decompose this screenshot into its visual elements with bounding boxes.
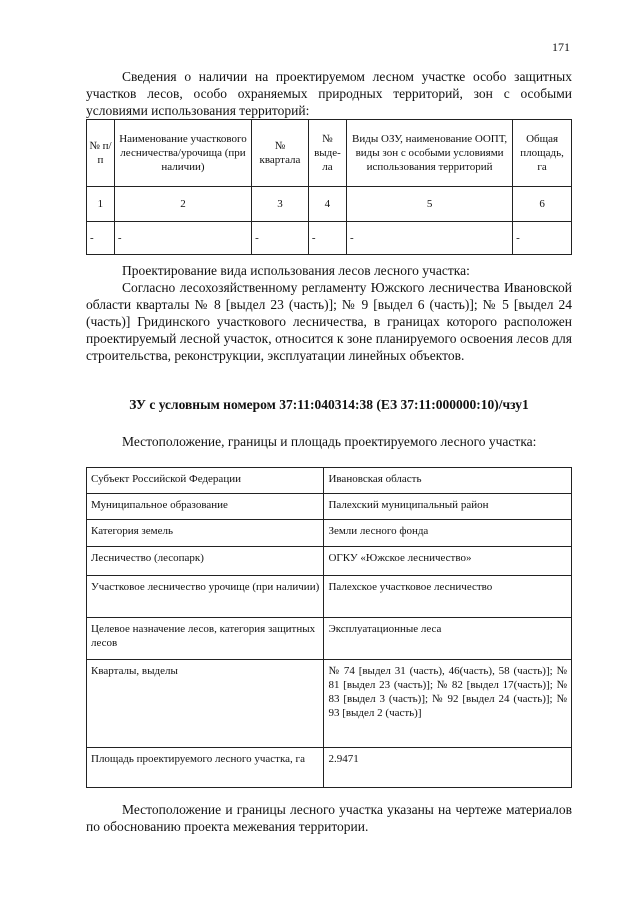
- header-cell-area: Общая площадь, га: [513, 120, 572, 187]
- row-label: Субъект Российской Федерации: [87, 468, 324, 494]
- row-value: № 74 [выдел 31 (часть), 46(часть), 58 (часть)]; № 81 [выдел 23 (часть)]; № 82 [выдел 17(часть)]; № 83 [выдел 3 (часть)]; № 92 [выдел 24 (часть)]; № 93 [выдел 2 (часть)]: [324, 660, 572, 748]
- header-cell-number: № п/п: [87, 120, 115, 187]
- row-label: Участковое лесничество урочище (при наличии): [87, 576, 324, 618]
- header-cell-quarter: № квартала: [252, 120, 309, 187]
- table-cell: -: [87, 222, 115, 255]
- table-row: [87, 547, 572, 576]
- table-row: [87, 468, 572, 494]
- row-label: Целевое назначение лесов, категория защитных лесов: [87, 618, 324, 660]
- row-value: Палехское участковое лесничество: [324, 576, 572, 618]
- intro-paragraph: Сведения о наличии на проектируемом лесном участке особо защитных участков лесов, особо охраняемых природных территорий, зон с особыми условиями использования территорий:: [86, 69, 572, 118]
- row-value: Земли лесного фонда: [324, 520, 572, 547]
- column-number: 1: [87, 187, 115, 222]
- design-heading: Проектирование вида использования лесов лесного участка:: [122, 263, 470, 278]
- row-label: Категория земель: [87, 520, 324, 547]
- footer-paragraph: Местоположение и границы лесного участка указаны на чертеже материалов по обоснованию проекта межевания территории.: [86, 802, 572, 834]
- land-plot-table: [86, 467, 572, 788]
- row-label: Кварталы, выделы: [87, 660, 324, 748]
- column-number: 2: [114, 187, 251, 222]
- row-value: Палехский муниципальный район: [324, 494, 572, 520]
- table-cell: -: [308, 222, 346, 255]
- table-header-row: [87, 120, 572, 187]
- row-value: 2.9471: [324, 748, 572, 788]
- column-number: 4: [308, 187, 346, 222]
- header-cell-zone-types: Виды ОЗУ, наименование ООПТ, виды зон с особыми условиями использования территорий: [347, 120, 513, 187]
- row-label: Лесничество (лесопарк): [87, 547, 324, 576]
- page-number: 171: [552, 40, 570, 54]
- protected-areas-table: [86, 119, 572, 255]
- table-row: [87, 660, 572, 748]
- row-label: Площадь проектируемого лесного участка, га: [87, 748, 324, 788]
- column-number: 5: [347, 187, 513, 222]
- column-number: 6: [513, 187, 572, 222]
- header-cell-forestry: Наименование участкового лесничества/урочища (при наличии): [114, 120, 251, 187]
- row-value: Эксплуатационные леса: [324, 618, 572, 660]
- design-paragraph: Согласно лесохозяйственному регламенту Южского лесничества Ивановской области кварталы № 8 [выдел 23 (часть)]; № 9 [выдел 6 (часть)]; № 5 [выдел 24 (часть)] Гридинского участкового лесничества, в границах которого расположен проектируемый лесной участок, относится к зоне планируемого освоения лесов для строительства, реконструкции, эксплуатации линейных объектов.: [86, 280, 572, 363]
- row-value: ОГКУ «Южское лесничество»: [324, 547, 572, 576]
- column-number: 3: [252, 187, 309, 222]
- table-row: [87, 576, 572, 618]
- table-cell: -: [252, 222, 309, 255]
- table-cell: -: [347, 222, 513, 255]
- table-cell: -: [114, 222, 251, 255]
- table-column-numbers-row: [87, 187, 572, 222]
- header-cell-allotment: № выде-ла: [308, 120, 346, 187]
- table-row: [87, 520, 572, 547]
- table-row: [87, 222, 572, 255]
- land-plot-heading: ЗУ с условным номером 37:11:040314:38 (ЕЗ 37:11:000000:10)/чзу1: [129, 397, 529, 412]
- row-label: Муниципальное образование: [87, 494, 324, 520]
- table-row: [87, 494, 572, 520]
- table-row: [87, 618, 572, 660]
- table-cell: -: [513, 222, 572, 255]
- table-row: [87, 748, 572, 788]
- location-paragraph: Местоположение, границы и площадь проектируемого лесного участка:: [122, 434, 537, 449]
- row-value: Ивановская область: [324, 468, 572, 494]
